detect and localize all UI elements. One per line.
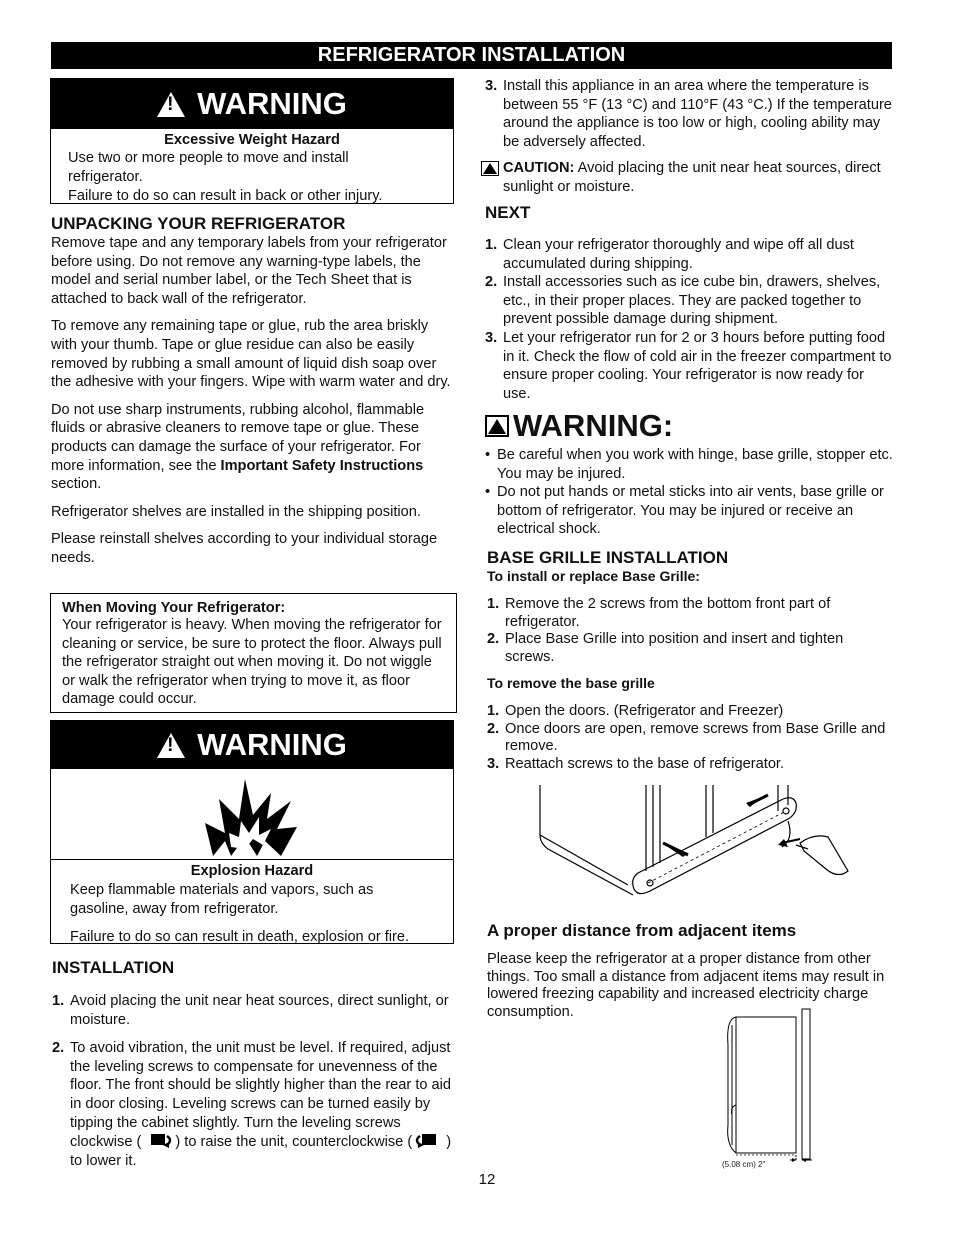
install-grille-item-1: 1. Remove the 2 screws from the bottom front part of refrigerator. — [487, 596, 831, 630]
hazard-title-2: Explosion Hazard — [190, 863, 314, 879]
remove-grille-item-1: 1. Open the doors. (Refrigerator and Freezer) — [487, 703, 784, 719]
installation-list — [52, 992, 458, 1170]
base-grille-heading: BASE GRILLE INSTALLATION — [487, 548, 729, 567]
base-grille-illustration — [538, 785, 858, 905]
warning2-text-2: Failure to do so can result in death, explosion or fire. — [70, 929, 410, 946]
next-heading: NEXT — [485, 203, 531, 222]
warning3-bullet-1: • Be careful when you work with hinge, base grille, stopper etc. You may be injured. — [485, 446, 895, 483]
page-number: 12 — [478, 1171, 496, 1188]
warning3-list — [485, 446, 895, 539]
next-section — [485, 203, 895, 403]
remove-grille-item-2: 2. Once doors are open, remove screws from Base Grille and remove. — [487, 720, 886, 754]
warning2-text: Keep flammable materials and vapors, such as gasoline, away from refrigerator. — [70, 882, 374, 917]
unpacking-paragraph-2: To remove any remaining tape or glue, rub the area briskly with your thumb. Tape or glue residue can also be easily removed by rubbing a small amount of liquid dish soap over the adhesive with your fingers. Wipe with warm water and dry. — [51, 318, 451, 391]
next-item-1: 1. Clean your refrigerator thoroughly and wipe off all dust accumulated during shipping. — [485, 237, 854, 272]
caution-note — [481, 159, 895, 196]
installation-item-3: 3. Install this appliance in an area where the temperature is between 55 °F (13 °C) and 110°F (43 °C.) If the temperature around the appliance is too low or high, cooling ability may be adversely affected. — [485, 78, 892, 150]
unpacking-paragraph-3: Do not use sharp instruments, rubbing alcohol, flammable fluids or abrasive cleaners to remove tape or glue. These products can damage the surface of your refrigerator. For more information, see the Important Safety Instructions section. — [51, 401, 425, 493]
installation-section — [52, 958, 458, 1170]
caution-label: CAUTION: — [503, 160, 575, 176]
unpacking-paragraph-5: Please reinstall shelves according to your individual storage needs. — [51, 531, 438, 566]
next-list — [485, 236, 895, 403]
installation-item-1: 1. Avoid placing the unit near heat sources, direct sunlight, or moisture. — [52, 993, 449, 1028]
installation-heading: INSTALLATION — [52, 958, 175, 977]
unpacking-paragraph-1: Remove tape and any temporary labels from your refrigerator before using. Do not remove any warning-type labels, the model and serial number label, or the Tech Sheet that is attached to back wall of the refrigerator. — [51, 235, 447, 307]
clockwise-icon — [141, 1132, 175, 1148]
distance-illustration — [718, 1005, 828, 1165]
base-grille-section — [487, 548, 895, 773]
remove-grille-list — [487, 703, 895, 773]
unpacking-section — [51, 214, 457, 577]
warning3-bullet-2: • Do not put hands or metal sticks into air vents, base grille or bottom of refrigerator. You may be injured or receive an electrical shock. — [485, 483, 895, 539]
warning-title: WARNING — [197, 85, 347, 121]
explosion-icon — [51, 769, 453, 860]
section-banner: REFRIGERATOR INSTALLATION — [51, 42, 892, 69]
warning-text: Use two or more people to move and install refrigerator. — [68, 150, 349, 185]
installation-continued — [485, 77, 895, 151]
warning-header-2 — [51, 721, 453, 769]
warning-triangle-icon — [157, 733, 185, 758]
base-grille-remove-subheading: To remove the base grille — [487, 675, 655, 691]
warning3-section — [485, 408, 895, 539]
caution-icon — [481, 161, 499, 176]
hazard-title: Excessive Weight Hazard — [164, 132, 340, 148]
distance-text: Please keep the refrigerator at a proper distance from other things. Too small a distance from adjacent items may result in lowered freezing capability and increased electricity charge consumption. — [487, 951, 885, 1020]
warning-header — [51, 79, 453, 129]
base-grille-install-subheading: To install or replace Base Grille: — [487, 568, 700, 584]
moving-notice-box — [50, 593, 457, 713]
moving-notice-title: When Moving Your Refrigerator: — [62, 600, 286, 616]
explosion-warning-box — [50, 720, 454, 944]
warning-triangle-icon — [157, 92, 185, 117]
warning-triangle-icon — [485, 415, 509, 437]
moving-notice-text: Your refrigerator is heavy. When moving the refrigerator for cleaning or service, be sure to protect the floor. Always pull the refrigerator straight out when moving it. Do not wiggle or walk the refrigerator when trying to move it, as floor damage could occur. — [62, 617, 442, 708]
distance-section — [487, 921, 899, 1030]
warning-title-2: WARNING — [197, 726, 347, 762]
unpacking-paragraph-4: Refrigerator shelves are installed in the shipping position. — [51, 503, 421, 520]
distance-heading: A proper distance from adjacent items — [487, 921, 797, 940]
install-grille-list — [487, 596, 895, 666]
installation-item-2: 2. To avoid vibration, the unit must be level. If required, adjust the leveling screws to compensate for unevenness of the floor. The front should be slightly higher than the rear to aid in door closing. Leveling screws can be turned easily by tipping the cabinet slightly. Turn the leveling screws clockwise ( ) to raise the unit, counterclockwise ( ) to lower it. — [52, 1040, 452, 1169]
warning-text-2: Failure to do so can result in back or other injury. — [68, 188, 383, 204]
next-item-2: 2. Install accessories such as ice cube bin, drawers, shelves, etc., in their proper places. They are packed together to prevent possible damage during shipment. — [485, 274, 881, 328]
distance-dimension-label: (5.08 cm) 2" — [722, 1160, 766, 1169]
next-item-3: 3. Let your refrigerator run for 2 or 3 hours before putting food in it. Check the flow of cold air in the freezer compartment to ensure proper cooling. Your refrigerator is now ready for use. — [485, 329, 892, 402]
counterclockwise-icon — [412, 1132, 446, 1148]
warning3-title: WARNING: — [485, 408, 895, 444]
remove-grille-item-3: 3. Reattach screws to the base of refrigerator. — [487, 755, 785, 772]
caution-text: Avoid placing the unit near heat sources, direct sunlight or moisture. — [503, 160, 881, 195]
weight-warning-box — [50, 78, 454, 204]
install-grille-item-2: 2. Place Base Grille into position and insert and tighten screws. — [487, 631, 844, 665]
unpacking-heading: UNPACKING YOUR REFRIGERATOR — [51, 214, 346, 233]
safety-instructions-ref: Important Safety Instructions — [220, 457, 424, 474]
